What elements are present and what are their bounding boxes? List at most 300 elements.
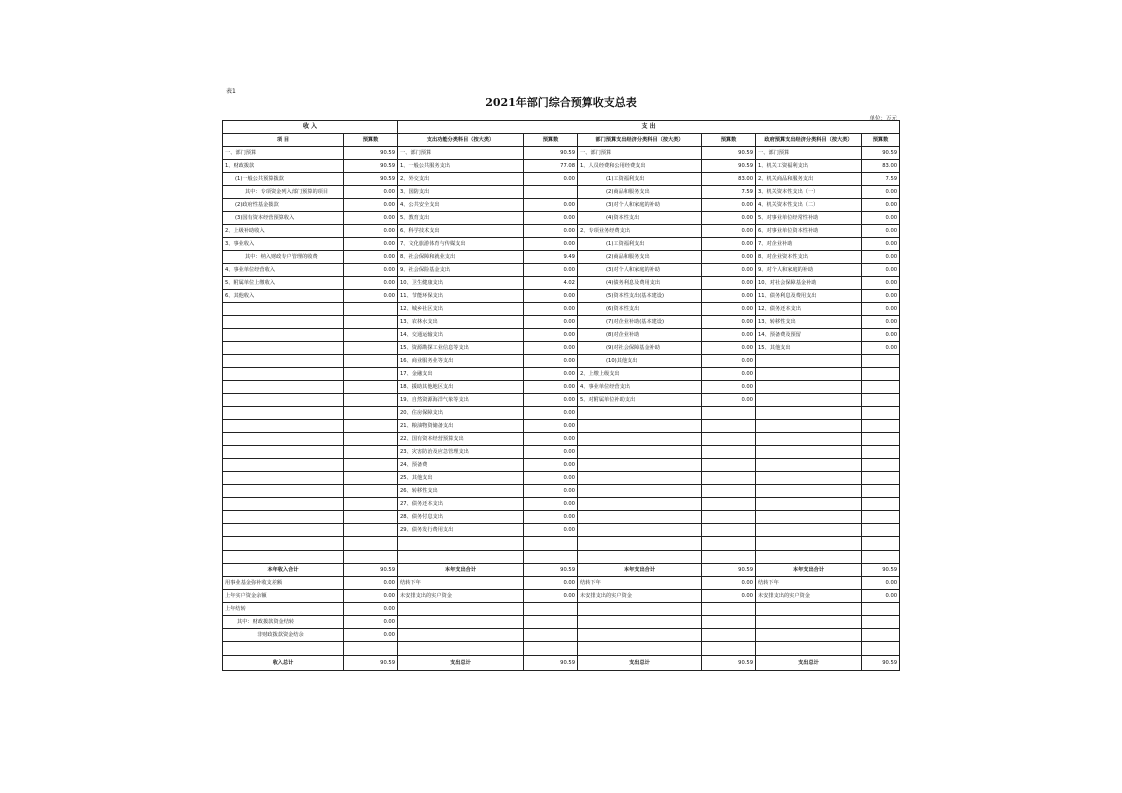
gov-econ-total-value: 90.59 xyxy=(862,564,900,577)
gov-econ-item xyxy=(756,381,862,394)
dept-econ-amount xyxy=(702,498,756,511)
gov-econ-amount xyxy=(862,459,900,472)
empty-cell xyxy=(578,642,702,656)
gov-econ-amount: 0.00 xyxy=(862,264,900,277)
gov-econ-item: 4、机关资本性支出（二） xyxy=(756,199,862,212)
func-item: 结转下年 xyxy=(398,577,524,590)
gov-econ-amount: 0.00 xyxy=(862,342,900,355)
gov-econ-amount xyxy=(862,498,900,511)
gov-econ-amount: 83.00 xyxy=(862,160,900,173)
income-item: 其中：财政拨款资金结转 xyxy=(223,616,344,629)
income-amount: 0.00 xyxy=(344,590,398,603)
dept-econ-item xyxy=(578,459,702,472)
dept-econ-amount: 90.59 xyxy=(702,160,756,173)
column-header-row xyxy=(223,134,900,147)
gov-econ-item: 12、债务还本支出 xyxy=(756,303,862,316)
income-amount: 0.00 xyxy=(344,225,398,238)
gov-econ-amount: 0.00 xyxy=(862,290,900,303)
gov-econ-amount xyxy=(862,355,900,368)
table-row xyxy=(223,199,900,212)
func-amount: 0.00 xyxy=(524,303,578,316)
income-total-value: 90.59 xyxy=(344,564,398,577)
gov-econ-item: 结转下年 xyxy=(756,577,862,590)
income-amount: 0.00 xyxy=(344,290,398,303)
income-section-header: 收 入 xyxy=(223,121,398,134)
table-row xyxy=(223,264,900,277)
income-item xyxy=(223,394,344,407)
dept-econ-amount xyxy=(702,420,756,433)
func-amount: 0.00 xyxy=(524,420,578,433)
gov-econ-amount: 0.00 xyxy=(862,277,900,290)
dept-econ-item xyxy=(578,603,702,616)
dept-econ-amount xyxy=(702,603,756,616)
income-item: 6、其他收入 xyxy=(223,290,344,303)
gov-econ-item xyxy=(756,368,862,381)
gov-econ-amount: 0.00 xyxy=(862,329,900,342)
dept-econ-item: (4)债务利息及费用支出 xyxy=(578,277,702,290)
gov-econ-amount xyxy=(862,511,900,524)
func-item: 3、国防支出 xyxy=(398,186,524,199)
func-amount: 0.00 xyxy=(524,407,578,420)
func-item: 23、灾害防治及应急管理支出 xyxy=(398,446,524,459)
func-item: 2、外交支出 xyxy=(398,173,524,186)
gov-econ-item: 3、机关资本性支出（一） xyxy=(756,186,862,199)
income-item: 一、部门预算 xyxy=(223,147,344,160)
income-amount xyxy=(344,446,398,459)
gov-econ-header: 政府预算支出经济分类科目（按大类） xyxy=(756,134,862,147)
func-amount: 0.00 xyxy=(524,316,578,329)
func-item: 16、商业服务业等支出 xyxy=(398,355,524,368)
gov-econ-amount: 0.00 xyxy=(862,251,900,264)
gov-econ-item xyxy=(756,446,862,459)
func-amount: 0.00 xyxy=(524,524,578,537)
func-amount: 0.00 xyxy=(524,173,578,186)
empty-cell xyxy=(862,537,900,551)
table-row xyxy=(223,629,900,642)
empty-cell xyxy=(756,642,862,656)
table-row xyxy=(223,342,900,355)
table-row xyxy=(223,472,900,485)
func-item: 12、城乡社区支出 xyxy=(398,303,524,316)
income-item xyxy=(223,381,344,394)
income-item: 3、事业收入 xyxy=(223,238,344,251)
dept-econ-item: 4、事业单位经营支出 xyxy=(578,381,702,394)
table-row xyxy=(223,225,900,238)
gov-econ-amount: 0.00 xyxy=(862,238,900,251)
gov-econ-item: 15、其他支出 xyxy=(756,342,862,355)
dept-econ-item xyxy=(578,446,702,459)
income-item: 1、财政拨款 xyxy=(223,160,344,173)
gov-econ-amount: 90.59 xyxy=(862,147,900,160)
dept-econ-amount: 0.00 xyxy=(702,212,756,225)
func-item: 11、节能环保支出 xyxy=(398,290,524,303)
income-item: 5、附属单位上缴收入 xyxy=(223,277,344,290)
dept-econ-item: (10)其他支出 xyxy=(578,355,702,368)
dept-econ-amount: 0.00 xyxy=(702,577,756,590)
income-amount xyxy=(344,472,398,485)
table-row xyxy=(223,616,900,629)
gov-econ-item: 6、对事业单位资本性补助 xyxy=(756,225,862,238)
table-row xyxy=(223,498,900,511)
gov-econ-item xyxy=(756,524,862,537)
empty-cell xyxy=(578,550,702,564)
table-row xyxy=(223,186,900,199)
income-item: 4、事业单位经营收入 xyxy=(223,264,344,277)
income-amount xyxy=(344,420,398,433)
gov-econ-item xyxy=(756,616,862,629)
income-item xyxy=(223,368,344,381)
func-amount xyxy=(524,603,578,616)
income-amount: 0.00 xyxy=(344,616,398,629)
gov-econ-item xyxy=(756,407,862,420)
gov-econ-item xyxy=(756,355,862,368)
dept-econ-item: (8)对企业补助 xyxy=(578,329,702,342)
gov-econ-amount xyxy=(862,603,900,616)
func-item xyxy=(398,603,524,616)
income-amount: 0.00 xyxy=(344,199,398,212)
project-header: 项 目 xyxy=(223,134,344,147)
func-amount: 0.00 xyxy=(524,212,578,225)
gov-econ-item xyxy=(756,498,862,511)
income-item xyxy=(223,329,344,342)
table-row xyxy=(223,407,900,420)
dept-econ-amount: 0.00 xyxy=(702,277,756,290)
func-amount: 4.02 xyxy=(524,277,578,290)
func-amount: 0.00 xyxy=(524,511,578,524)
dept-econ-amount: 0.00 xyxy=(702,199,756,212)
income-item xyxy=(223,420,344,433)
gov-econ-item xyxy=(756,394,862,407)
dept-econ-amount: 0.00 xyxy=(702,238,756,251)
empty-cell xyxy=(756,550,862,564)
table-row xyxy=(223,577,900,590)
func-item: 14、交通运输支出 xyxy=(398,329,524,342)
func-item: 20、住房保障支出 xyxy=(398,407,524,420)
dept-econ-item xyxy=(578,420,702,433)
empty-cell xyxy=(223,537,344,551)
gov-econ-item: 13、转移性支出 xyxy=(756,316,862,329)
func-item: 24、预备费 xyxy=(398,459,524,472)
dept-econ-amount: 0.00 xyxy=(702,329,756,342)
expense-total-label: 本年支出合计 xyxy=(756,564,862,577)
income-amount: 90.59 xyxy=(344,147,398,160)
dept-econ-item: (3)对个人和家庭的补助 xyxy=(578,199,702,212)
gov-econ-item xyxy=(756,472,862,485)
income-amount xyxy=(344,459,398,472)
table-row xyxy=(223,459,900,472)
gov-econ-item xyxy=(756,485,862,498)
dept-econ-amount: 0.00 xyxy=(702,394,756,407)
blank-row xyxy=(223,537,900,551)
dept-econ-amount xyxy=(702,407,756,420)
func-amount: 0.00 xyxy=(524,368,578,381)
gov-econ-amount xyxy=(862,616,900,629)
page-title: 2021年部门综合预算收支总表 xyxy=(485,96,637,109)
income-total-value: 90.59 xyxy=(344,655,398,670)
income-item xyxy=(223,524,344,537)
table-row xyxy=(223,603,900,616)
table-row xyxy=(223,485,900,498)
gov-econ-item: 11、债务利息及费用支出 xyxy=(756,290,862,303)
func-item: 4、公共安全支出 xyxy=(398,199,524,212)
func-class-header: 支出功能分类科目（按大类） xyxy=(398,134,524,147)
gov-econ-amount xyxy=(862,472,900,485)
table-row xyxy=(223,381,900,394)
empty-cell xyxy=(344,550,398,564)
dept-econ-total-value: 90.59 xyxy=(702,564,756,577)
income-item xyxy=(223,511,344,524)
income-amount xyxy=(344,381,398,394)
empty-cell xyxy=(398,550,524,564)
gov-econ-item: 1、机关工资福利支出 xyxy=(756,160,862,173)
dept-econ-item: (2)商品和服务支出 xyxy=(578,186,702,199)
func-amount: 77.08 xyxy=(524,160,578,173)
dept-econ-item: (4)资本性支出 xyxy=(578,212,702,225)
empty-cell xyxy=(578,537,702,551)
func-amount: 0.00 xyxy=(524,446,578,459)
income-item xyxy=(223,316,344,329)
empty-cell xyxy=(344,537,398,551)
income-item: (3)国有资本经营预算收入 xyxy=(223,212,344,225)
table-row xyxy=(223,590,900,603)
income-amount xyxy=(344,355,398,368)
func-item: 10、卫生健康支出 xyxy=(398,277,524,290)
empty-cell xyxy=(223,550,344,564)
dept-econ-amount: 0.00 xyxy=(702,316,756,329)
table-row xyxy=(223,355,900,368)
table-row xyxy=(223,238,900,251)
income-amount xyxy=(344,394,398,407)
gov-econ-amount: 0.00 xyxy=(862,577,900,590)
func-amount xyxy=(524,616,578,629)
income-amount xyxy=(344,511,398,524)
func-item: 29、债务发行费用支出 xyxy=(398,524,524,537)
empty-cell xyxy=(756,537,862,551)
table-row xyxy=(223,368,900,381)
expense-total-label: 本年支出合计 xyxy=(398,564,524,577)
dept-econ-amount: 0.00 xyxy=(702,251,756,264)
income-amount: 0.00 xyxy=(344,251,398,264)
gov-econ-item xyxy=(756,603,862,616)
gov-econ-item xyxy=(756,420,862,433)
gov-econ-item: 14、预备费及预留 xyxy=(756,329,862,342)
expense-section-header: 支 出 xyxy=(398,121,900,134)
dept-econ-amount: 0.00 xyxy=(702,303,756,316)
income-item: 其中：专项资金列入部门预算的项目 xyxy=(223,186,344,199)
income-amount: 0.00 xyxy=(344,629,398,642)
func-item: 9、社会保险基金支出 xyxy=(398,264,524,277)
income-amount xyxy=(344,316,398,329)
dept-econ-amount xyxy=(702,485,756,498)
expense-total-label: 支出总计 xyxy=(578,655,702,670)
blank-row xyxy=(223,642,900,656)
income-amount xyxy=(344,485,398,498)
income-amount xyxy=(344,524,398,537)
income-item: 非财政拨款资金结余 xyxy=(223,629,344,642)
gov-econ-item: 10、对社会保障基金补助 xyxy=(756,277,862,290)
income-amount: 90.59 xyxy=(344,173,398,186)
unit-label: 单位：万元 xyxy=(869,116,897,122)
func-item: 1、一般公共服务支出 xyxy=(398,160,524,173)
income-item xyxy=(223,498,344,511)
empty-cell xyxy=(223,642,344,656)
gov-econ-amount xyxy=(862,524,900,537)
gov-econ-amount xyxy=(862,394,900,407)
gov-econ-amount: 0.00 xyxy=(862,316,900,329)
func-item xyxy=(398,616,524,629)
dept-econ-item: (3)对个人和家庭的补助 xyxy=(578,264,702,277)
income-item: 上年结转 xyxy=(223,603,344,616)
table-row xyxy=(223,316,900,329)
func-amount: 0.00 xyxy=(524,459,578,472)
income-item xyxy=(223,433,344,446)
gov-econ-item xyxy=(756,629,862,642)
budget-header: 预算数 xyxy=(344,134,398,147)
dept-econ-amount: 0.00 xyxy=(702,381,756,394)
income-item: (1)一般公共预算拨款 xyxy=(223,173,344,186)
dept-econ-amount xyxy=(702,616,756,629)
func-item: 13、农林水支出 xyxy=(398,316,524,329)
dept-econ-amount xyxy=(702,459,756,472)
income-amount xyxy=(344,433,398,446)
dept-econ-header: 部门预算支出经济分类科目（按大类） xyxy=(578,134,702,147)
func-item: 7、文化旅游体育与传媒支出 xyxy=(398,238,524,251)
func-amount: 0.00 xyxy=(524,472,578,485)
empty-cell xyxy=(862,550,900,564)
gov-econ-item: 7、对企业补助 xyxy=(756,238,862,251)
dept-econ-amount: 0.00 xyxy=(702,590,756,603)
func-amount: 0.00 xyxy=(524,225,578,238)
dept-econ-item: 一、部门预算 xyxy=(578,147,702,160)
dept-econ-item: 5、对附属单位补助支出 xyxy=(578,394,702,407)
dept-econ-item xyxy=(578,524,702,537)
budget-header: 预算数 xyxy=(702,134,756,147)
income-amount: 0.00 xyxy=(344,277,398,290)
dept-econ-item: 2、上缴上级支出 xyxy=(578,368,702,381)
income-item: 上年实户资金余额 xyxy=(223,590,344,603)
dept-econ-amount: 0.00 xyxy=(702,225,756,238)
table-row xyxy=(223,277,900,290)
income-item xyxy=(223,342,344,355)
income-total-label: 本年收入合计 xyxy=(223,564,344,577)
empty-cell xyxy=(344,642,398,656)
gov-econ-amount: 0.00 xyxy=(862,212,900,225)
func-item: 19、自然资源海洋气象等支出 xyxy=(398,394,524,407)
dept-econ-amount xyxy=(702,511,756,524)
table-row xyxy=(223,394,900,407)
income-amount: 0.00 xyxy=(344,603,398,616)
func-item: 未安排支出的实户资金 xyxy=(398,590,524,603)
dept-econ-amount: 0.00 xyxy=(702,342,756,355)
gov-econ-item: 8、对企业资本性支出 xyxy=(756,251,862,264)
table-row xyxy=(223,420,900,433)
section-header-row xyxy=(223,121,900,134)
dept-econ-item xyxy=(578,629,702,642)
empty-cell xyxy=(702,550,756,564)
gov-econ-total-value: 90.59 xyxy=(862,655,900,670)
func-item: 18、援助其他地区支出 xyxy=(398,381,524,394)
gov-econ-amount: 0.00 xyxy=(862,186,900,199)
func-amount: 0.00 xyxy=(524,394,578,407)
empty-cell xyxy=(524,550,578,564)
gov-econ-item: 一、部门预算 xyxy=(756,147,862,160)
gov-econ-item: 9、对个人和家庭的补助 xyxy=(756,264,862,277)
gov-econ-item xyxy=(756,511,862,524)
table-row xyxy=(223,524,900,537)
dept-econ-amount: 0.00 xyxy=(702,355,756,368)
func-item: 8、社会保障和就业支出 xyxy=(398,251,524,264)
dept-econ-item: 未安排支出的实户资金 xyxy=(578,590,702,603)
dept-econ-item: 2、专项业务经费支出 xyxy=(578,225,702,238)
func-amount: 0.00 xyxy=(524,342,578,355)
income-item: 其中：纳入财政专户管理的收费 xyxy=(223,251,344,264)
empty-cell xyxy=(862,642,900,656)
dept-econ-item xyxy=(578,616,702,629)
income-amount xyxy=(344,407,398,420)
func-amount: 0.00 xyxy=(524,290,578,303)
income-amount xyxy=(344,342,398,355)
func-item: 15、资源勘探工业信息等支出 xyxy=(398,342,524,355)
table-row xyxy=(223,303,900,316)
income-item xyxy=(223,459,344,472)
gov-econ-amount: 0.00 xyxy=(862,225,900,238)
dept-econ-item: (1)工资福利支出 xyxy=(578,173,702,186)
income-amount: 0.00 xyxy=(344,238,398,251)
table-row xyxy=(223,433,900,446)
table-row xyxy=(223,160,900,173)
func-item xyxy=(398,629,524,642)
dept-econ-amount xyxy=(702,629,756,642)
income-item xyxy=(223,303,344,316)
dept-econ-item xyxy=(578,485,702,498)
dept-econ-item: (1)工资福利支出 xyxy=(578,238,702,251)
func-amount: 0.00 xyxy=(524,199,578,212)
func-amount: 0.00 xyxy=(524,498,578,511)
dept-econ-amount: 83.00 xyxy=(702,173,756,186)
dept-econ-amount xyxy=(702,524,756,537)
empty-cell xyxy=(398,537,524,551)
dept-econ-item: (7)对企业补助(基本建设) xyxy=(578,316,702,329)
func-amount: 0.00 xyxy=(524,590,578,603)
income-total-label: 收入总计 xyxy=(223,655,344,670)
gov-econ-item: 5、对事业单位经常性补助 xyxy=(756,212,862,225)
income-amount xyxy=(344,303,398,316)
gov-econ-amount: 0.00 xyxy=(862,199,900,212)
func-amount: 0.00 xyxy=(524,238,578,251)
func-total-value: 90.59 xyxy=(524,564,578,577)
income-amount: 0.00 xyxy=(344,577,398,590)
dept-econ-amount: 0.00 xyxy=(702,290,756,303)
dept-econ-amount: 90.59 xyxy=(702,147,756,160)
func-item: 17、金融支出 xyxy=(398,368,524,381)
table-row xyxy=(223,446,900,459)
income-item: (2)政府性基金拨款 xyxy=(223,199,344,212)
func-amount: 0.00 xyxy=(524,329,578,342)
dept-econ-amount: 7.59 xyxy=(702,186,756,199)
empty-cell xyxy=(524,537,578,551)
func-item: 25、其他支出 xyxy=(398,472,524,485)
func-item: 21、粮油物资储备支出 xyxy=(398,420,524,433)
dept-econ-item xyxy=(578,498,702,511)
dept-econ-item: (2)商品和服务支出 xyxy=(578,251,702,264)
income-item xyxy=(223,485,344,498)
expense-total-label: 支出总计 xyxy=(756,655,862,670)
income-item xyxy=(223,355,344,368)
dept-econ-amount: 0.00 xyxy=(702,264,756,277)
gov-econ-amount xyxy=(862,446,900,459)
gov-econ-item: 2、机关商品和服务支出 xyxy=(756,173,862,186)
gov-econ-amount xyxy=(862,485,900,498)
